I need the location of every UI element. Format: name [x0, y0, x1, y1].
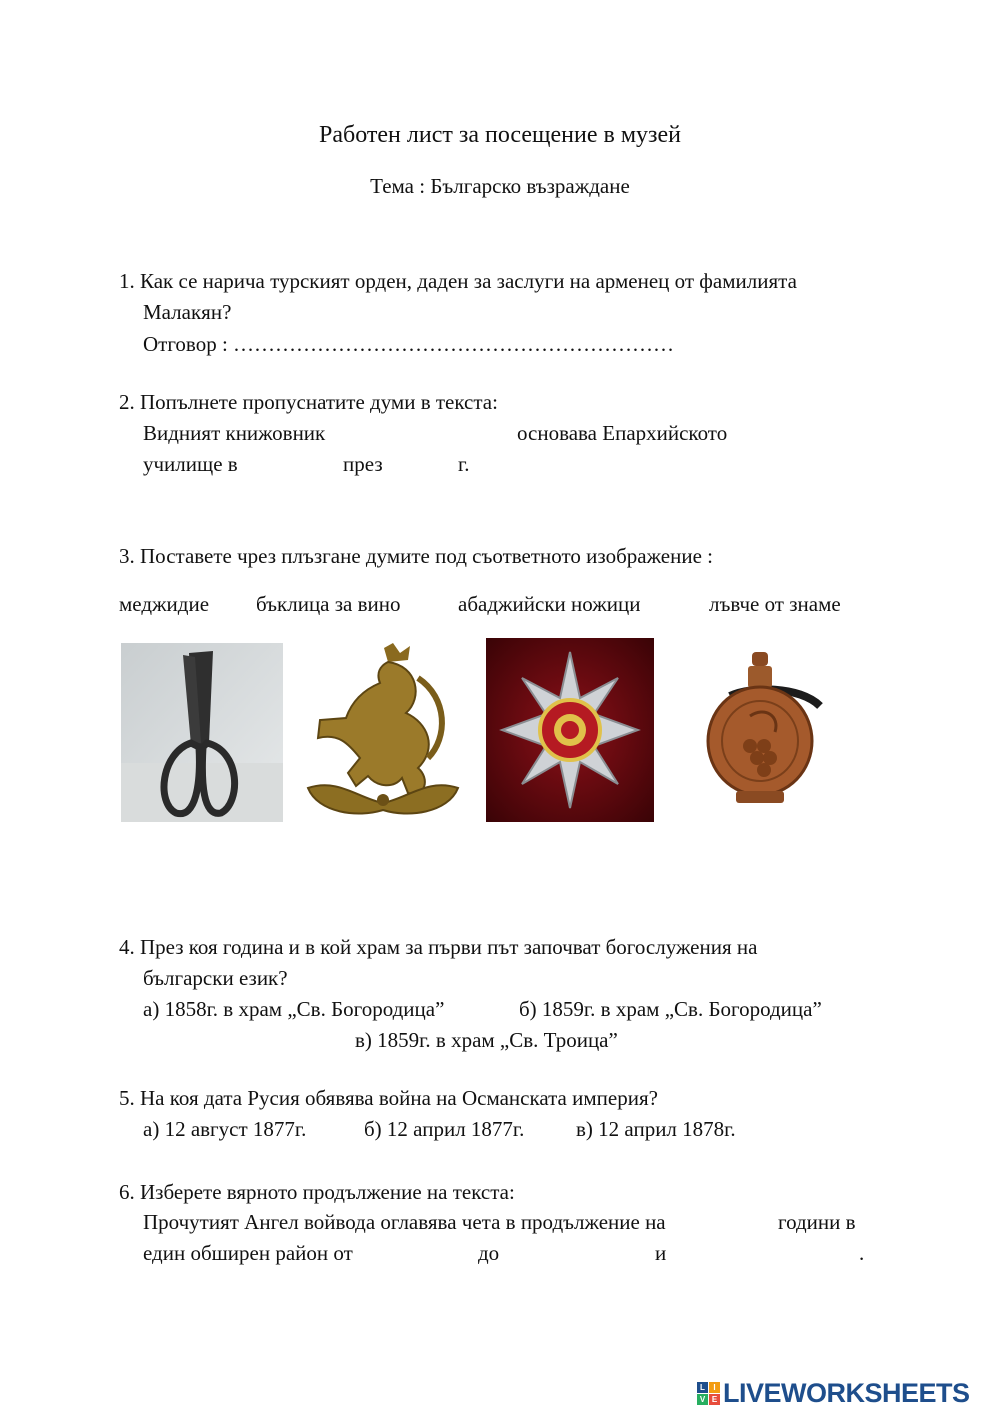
question-1-text-cont: Малакян? [143, 300, 232, 324]
question-2-text: 2. Попълнете пропуснатите думи в текста: [119, 390, 498, 414]
question-4-option-b[interactable]: б) 1859г. в храм „Св. Богородица” [519, 997, 822, 1021]
question-4-text: 4. През коя година и в кой храм за първи път започват богослужения на [119, 935, 758, 959]
question-2-fill-text: Видният книжовник [143, 421, 326, 445]
brand-text: LIVEWORKSHEETS [723, 1377, 970, 1408]
drag-word-medjidie[interactable]: меджидие [119, 592, 210, 616]
wine-flask-image [690, 646, 830, 808]
order-medal-image [486, 638, 654, 822]
drag-word-wine-flask[interactable]: бъклица за вино [256, 592, 401, 616]
question-6-blank-and[interactable] [670, 1240, 856, 1266]
question-6-fill-text: Прочутият Ангел войвода оглавява чета в продължение на [143, 1210, 666, 1234]
question-2-fill-text: основава Епархийското [517, 421, 728, 445]
question-1-answer-field[interactable]: Отговор : ……………………………………………………… [143, 332, 675, 356]
question-5-option-c[interactable]: в) 12 април 1878г. [576, 1117, 736, 1141]
question-2-fill-text: г. [458, 452, 470, 476]
question-4-option-c[interactable]: в) 1859г. в храм „Св. Троица” [355, 1028, 618, 1052]
brand-mark-letter: E [709, 1394, 720, 1405]
question-1-text: 1. Как се нарича турският орден, даден за заслуги на арменец от фамилията [119, 269, 797, 293]
question-2-fill-text: училище в [143, 452, 238, 476]
question-3-text: 3. Поставете чрез плъзгане думите под съответното изображение : [119, 544, 714, 568]
page-title: Работен лист за посещение в музей [319, 122, 681, 148]
question-2-blank-year[interactable] [392, 451, 454, 477]
page-subtitle: Тема : Българско възраждане [370, 174, 630, 198]
question-6-fill-text: и [655, 1241, 667, 1265]
question-4-text-cont: български език? [143, 966, 288, 990]
question-2-blank-town[interactable] [252, 451, 338, 477]
question-5-text: 5. На коя дата Русия обявява война на Османската империя? [119, 1086, 658, 1110]
question-2-fill-text: през [343, 452, 383, 476]
scissors-image [121, 643, 283, 822]
question-5-option-a[interactable]: а) 12 август 1877г. [143, 1117, 307, 1141]
question-6-text: 6. Изберете вярното продължение на текста: [119, 1180, 515, 1204]
drag-word-lion[interactable]: лъвче от знаме [709, 592, 841, 616]
brand-mark-letter: V [697, 1394, 708, 1405]
question-6-blank-to[interactable] [506, 1240, 652, 1266]
lion-emblem-image [298, 638, 468, 823]
question-6-fill-text: един обширен район от [143, 1241, 353, 1265]
liveworksheets-logo [697, 1378, 970, 1408]
question-6-blank-years[interactable] [735, 1209, 775, 1235]
question-2-blank-writer[interactable] [352, 420, 510, 446]
question-6-blank-from[interactable] [382, 1240, 476, 1266]
brand-mark-letter: I [709, 1382, 720, 1393]
liveworksheets-mark-icon [697, 1382, 720, 1405]
question-5-option-b[interactable]: б) 12 април 1877г. [364, 1117, 525, 1141]
question-4-option-a[interactable]: а) 1858г. в храм „Св. Богородица” [143, 997, 445, 1021]
brand-mark-letter: L [697, 1382, 708, 1393]
question-6-fill-text: . [859, 1241, 865, 1265]
question-6-fill-text: години в [778, 1210, 856, 1234]
drag-word-scissors[interactable]: абаджийски ножици [458, 592, 641, 616]
question-6-fill-text: до [478, 1241, 500, 1265]
